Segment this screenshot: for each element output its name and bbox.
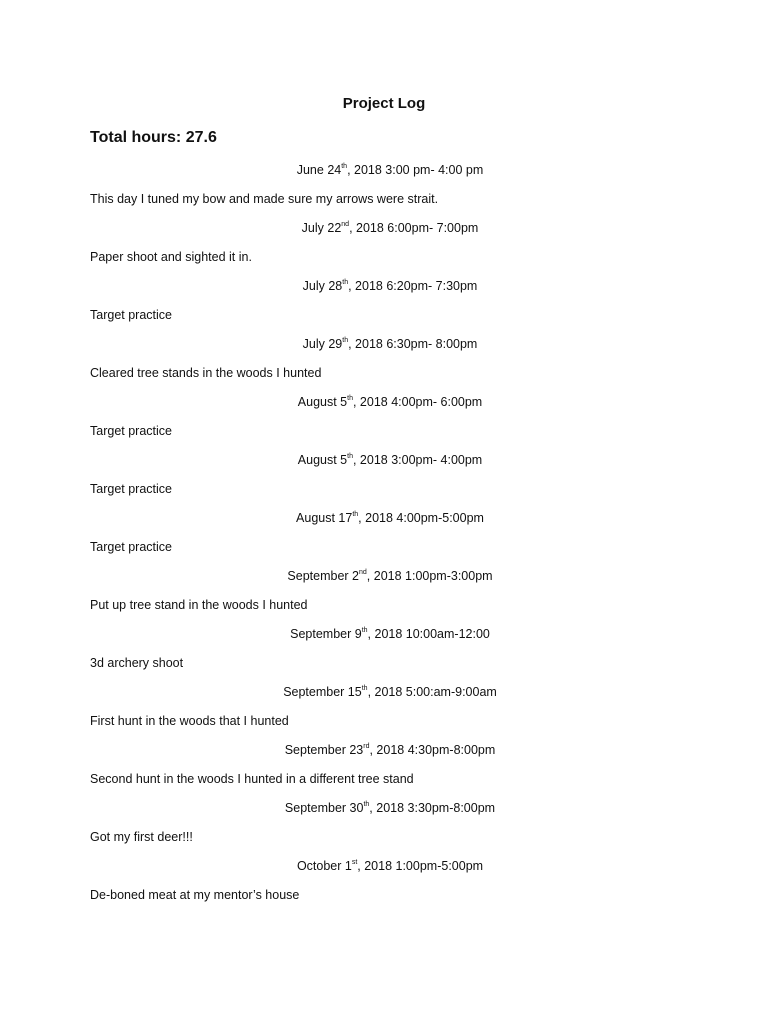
entry-date-time: , 2018 3:00pm- 4:00pm [352,453,483,467]
entry-date-time: , 2018 4:00pm- 6:00pm [352,395,483,409]
log-entry [0,276,768,334]
entry-description: Cleared tree stands in the woods I hunted [90,366,322,380]
entry-date-main: August 17 [296,511,353,525]
entry-description: 3d archery shoot [90,656,184,670]
entry-date-time: , 2018 4:00pm-5:00pm [358,511,484,525]
log-entry [0,740,768,798]
entry-date [0,624,768,644]
entry-date [0,218,768,238]
entry-date-suffix: th [347,394,353,402]
log-entries [0,160,768,914]
entry-date-time: , 2018 6:00pm- 7:00pm [349,221,479,235]
entry-date-main: August 5 [297,395,348,409]
log-entry [0,218,768,276]
entry-date-time: , 2018 1:00pm-5:00pm [357,859,484,873]
log-entry [0,566,768,624]
log-entry [0,160,768,218]
entry-date-suffix: th [342,336,349,344]
entry-date-suffix: th [352,510,359,518]
entry-date-suffix: th [342,278,349,286]
log-entry [0,450,768,508]
log-entry [0,508,768,566]
entry-date [0,450,768,470]
entry-date-time: , 2018 6:20pm- 7:30pm [348,279,478,293]
total-hours: Total hours: 27.6 [90,129,217,146]
entry-date-main: September 30 [284,801,364,815]
entry-date-suffix: nd [359,568,367,576]
entry-description: Got my first deer!!! [90,830,193,844]
entry-date-time: , 2018 5:00:am-9:00am [367,685,497,699]
log-entry [0,856,768,914]
entry-date-time: , 2018 10:00am-12:00 [367,627,490,641]
log-entry [0,624,768,682]
entry-date-main: July 28 [302,279,343,293]
entry-date-suffix: th [347,452,353,460]
entry-date-main: September 2 [287,569,359,583]
entry-date-time: , 2018 4:30pm-8:00pm [369,743,496,757]
entry-description: Target practice [90,482,172,496]
entry-description: First hunt in the woods that I hunted [90,714,289,728]
entry-date [0,160,768,180]
entry-date-suffix: th [361,684,368,692]
entry-date-main: June 24 [296,163,342,177]
entry-date [0,566,768,586]
entry-date-time: , 2018 3:00 pm- 4:00 pm [347,163,484,177]
entry-description: Put up tree stand in the woods I hunted [90,598,308,612]
entry-date-time: , 2018 3:30pm-8:00pm [369,801,496,815]
entry-date-suffix: st [351,858,358,866]
entry-date-suffix: th [363,800,370,808]
entry-date-time: , 2018 6:30pm- 8:00pm [348,337,478,351]
entry-date [0,798,768,818]
entry-date-main: September 9 [290,627,362,641]
page-title: Project Log [342,95,426,112]
entry-description: Second hunt in the woods I hunted in a different tree stand [90,772,414,786]
entry-description: De-boned meat at my mentor’s house [90,888,300,902]
entry-description: Target practice [90,540,172,554]
entry-date-main: September 15 [283,685,362,699]
entry-date [0,334,768,354]
entry-date [0,682,768,702]
entry-date [0,276,768,296]
entry-date [0,740,768,760]
entry-date-suffix: rd [363,742,370,750]
log-entry [0,798,768,856]
entry-date-main: October 1 [296,859,352,873]
entry-description: This day I tuned my bow and made sure my arrows were strait. [90,192,439,206]
entry-date-main: September 23 [284,743,364,757]
entry-date-main: August 5 [297,453,348,467]
entry-date-main: July 22 [301,221,342,235]
entry-date-main: July 29 [302,337,343,351]
entry-date-time: , 2018 1:00pm-3:00pm [366,569,493,583]
log-entry [0,682,768,740]
entry-description: Paper shoot and sighted it in. [90,250,252,264]
entry-date [0,508,768,528]
log-entry [0,392,768,450]
entry-date [0,856,768,876]
entry-description: Target practice [90,308,172,322]
log-entry [0,334,768,392]
entry-date-suffix: th [361,626,368,634]
entry-description: Target practice [90,424,172,438]
entry-date-suffix: th [341,162,348,170]
entry-date-suffix: nd [341,220,350,228]
entry-date [0,392,768,412]
